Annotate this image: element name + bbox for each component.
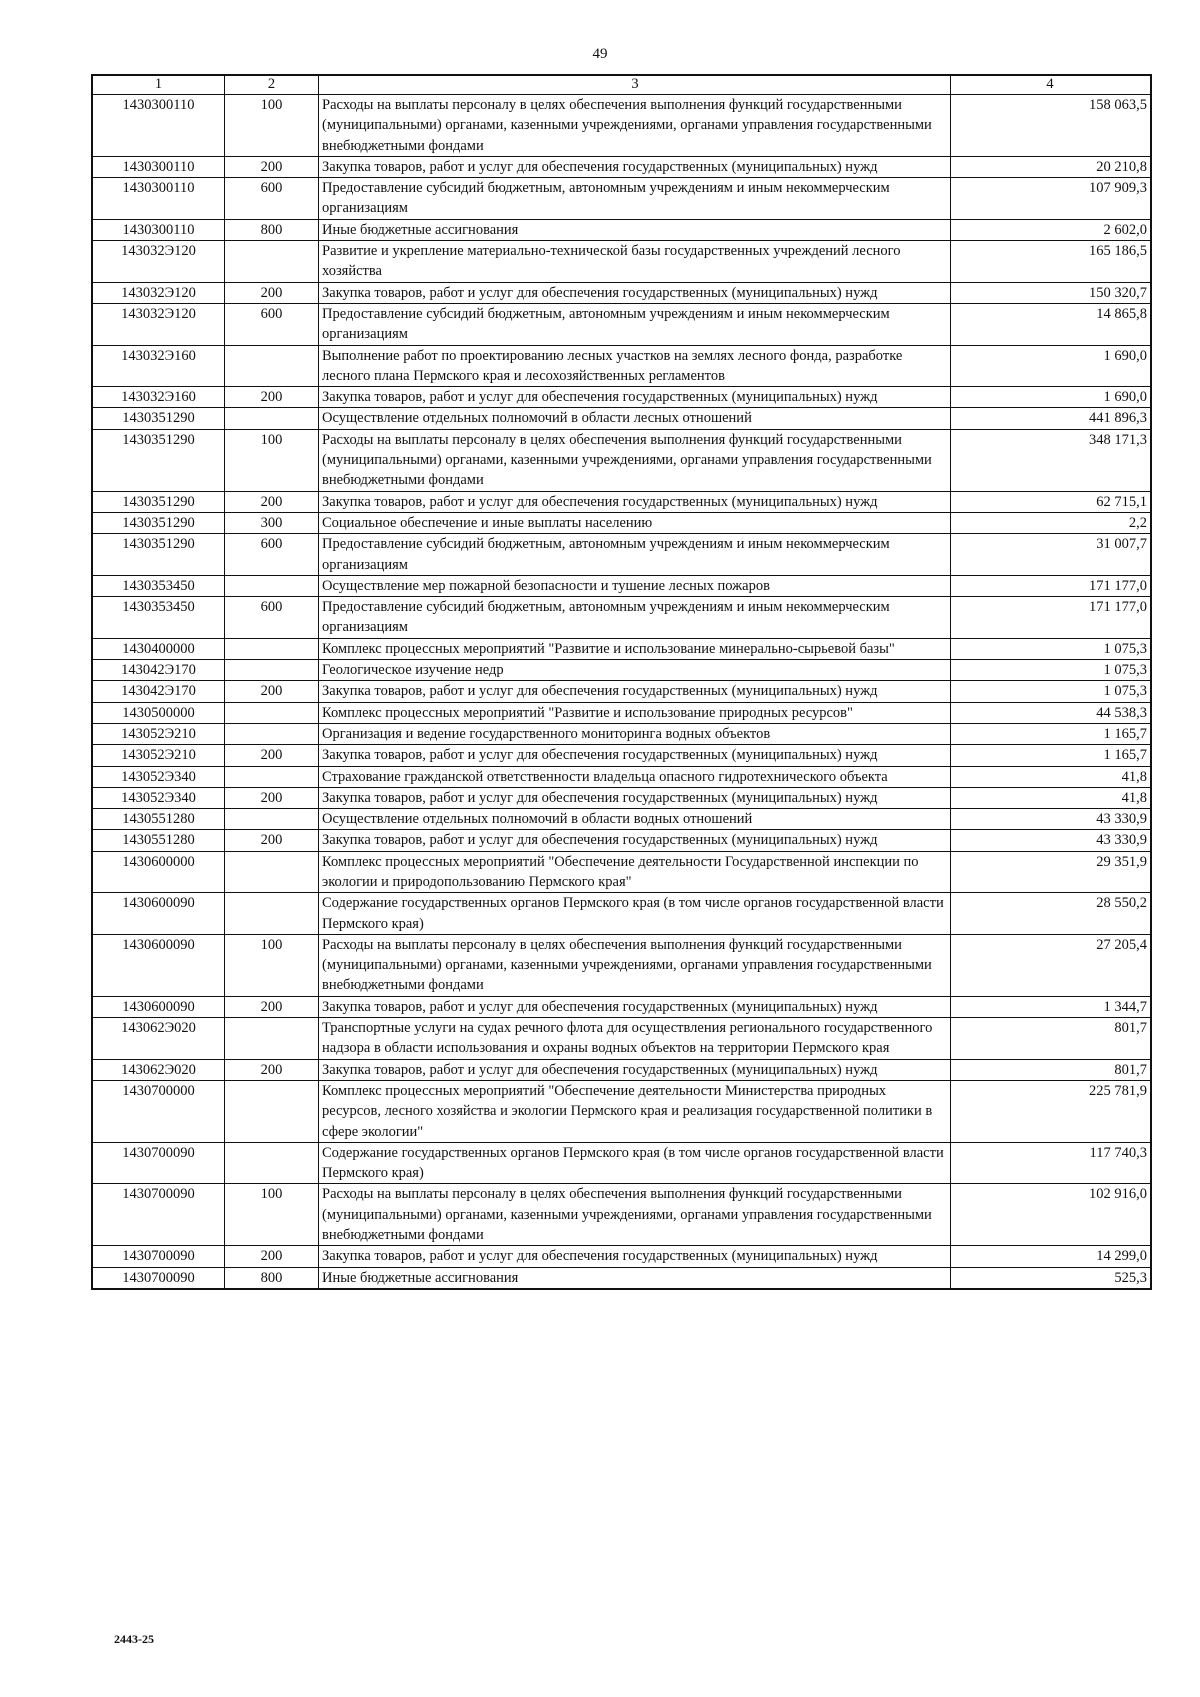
cell-target-code: 1430700090 <box>92 1184 225 1246</box>
cell-description: Геологическое изучение недр <box>319 660 951 681</box>
cell-target-code: 1430700090 <box>92 1267 225 1289</box>
cell-amount: 43 330,9 <box>951 830 1152 851</box>
cell-expense-type <box>225 809 319 830</box>
cell-amount: 171 177,0 <box>951 597 1152 639</box>
cell-amount: 1 344,7 <box>951 996 1152 1017</box>
table-row <box>92 156 1151 177</box>
cell-amount: 158 063,5 <box>951 95 1152 157</box>
cell-amount: 14 865,8 <box>951 303 1152 345</box>
cell-amount: 441 896,3 <box>951 408 1152 429</box>
cell-description: Комплекс процессных мероприятий "Обеспечение деятельности Министерства природных ресурсов, лесного хозяйства и экологии Пермского края и реализация государственной политики в сфере экологии" <box>319 1080 951 1142</box>
cell-target-code: 1430700090 <box>92 1246 225 1267</box>
cell-target-code: 143062Э020 <box>92 1018 225 1060</box>
cell-amount: 28 550,2 <box>951 893 1152 935</box>
cell-target-code: 1430600090 <box>92 996 225 1017</box>
cell-description: Осуществление отдельных полномочий в области водных отношений <box>319 809 951 830</box>
cell-target-code: 143032Э120 <box>92 241 225 283</box>
table-row <box>92 830 1151 851</box>
table-row <box>92 219 1151 240</box>
table-row <box>92 345 1151 387</box>
cell-expense-type: 200 <box>225 282 319 303</box>
cell-target-code: 1430600090 <box>92 893 225 935</box>
cell-target-code: 143042Э170 <box>92 660 225 681</box>
cell-expense-type: 300 <box>225 512 319 533</box>
cell-description: Закупка товаров, работ и услуг для обеспечения государственных (муниципальных) нужд <box>319 282 951 303</box>
cell-amount: 801,7 <box>951 1018 1152 1060</box>
cell-amount: 1 075,3 <box>951 681 1152 702</box>
cell-target-code: 143032Э120 <box>92 282 225 303</box>
cell-description: Комплекс процессных мероприятий "Обеспечение деятельности Государственной инспекции по экологии и природопользованию Пермского края" <box>319 851 951 893</box>
cell-description: Комплекс процессных мероприятий "Развитие и использование природных ресурсов" <box>319 702 951 723</box>
cell-description: Закупка товаров, работ и услуг для обеспечения государственных (муниципальных) нужд <box>319 787 951 808</box>
cell-description: Содержание государственных органов Пермского края (в том числе органов государственной власти Пермского края) <box>319 1142 951 1184</box>
cell-amount: 801,7 <box>951 1059 1152 1080</box>
cell-target-code: 1430351290 <box>92 534 225 576</box>
cell-target-code: 1430600000 <box>92 851 225 893</box>
cell-target-code: 143052Э340 <box>92 766 225 787</box>
table-row <box>92 766 1151 787</box>
cell-amount: 171 177,0 <box>951 575 1152 596</box>
cell-expense-type: 100 <box>225 429 319 491</box>
cell-amount: 1 690,0 <box>951 387 1152 408</box>
cell-target-code: 1430351290 <box>92 408 225 429</box>
cell-description: Иные бюджетные ассигнования <box>319 1267 951 1289</box>
cell-expense-type <box>225 1142 319 1184</box>
cell-expense-type: 200 <box>225 787 319 808</box>
cell-target-code: 1430400000 <box>92 638 225 659</box>
cell-description: Предоставление субсидий бюджетным, автономным учреждениям и иным некоммерческим организациям <box>319 534 951 576</box>
budget-table <box>91 74 1152 1290</box>
table-row <box>92 241 1151 283</box>
cell-amount: 348 171,3 <box>951 429 1152 491</box>
cell-target-code: 1430300110 <box>92 178 225 220</box>
table-row <box>92 178 1151 220</box>
cell-amount: 14 299,0 <box>951 1246 1152 1267</box>
cell-description: Закупка товаров, работ и услуг для обеспечения государственных (муниципальных) нужд <box>319 491 951 512</box>
cell-expense-type <box>225 893 319 935</box>
cell-amount: 107 909,3 <box>951 178 1152 220</box>
cell-expense-type: 100 <box>225 934 319 996</box>
table-row <box>92 95 1151 157</box>
table-row <box>92 534 1151 576</box>
cell-description: Предоставление субсидий бюджетным, автономным учреждениям и иным некоммерческим организациям <box>319 178 951 220</box>
cell-amount: 1 165,7 <box>951 745 1152 766</box>
cell-target-code: 1430351290 <box>92 429 225 491</box>
cell-amount: 2 602,0 <box>951 219 1152 240</box>
table-row <box>92 787 1151 808</box>
cell-target-code: 1430700000 <box>92 1080 225 1142</box>
cell-expense-type: 200 <box>225 681 319 702</box>
cell-description: Закупка товаров, работ и услуг для обеспечения государственных (муниципальных) нужд <box>319 745 951 766</box>
cell-expense-type: 200 <box>225 156 319 177</box>
cell-expense-type <box>225 702 319 723</box>
cell-expense-type <box>225 1080 319 1142</box>
cell-target-code: 1430300110 <box>92 219 225 240</box>
cell-target-code: 143062Э020 <box>92 1059 225 1080</box>
cell-target-code: 143032Э120 <box>92 303 225 345</box>
table-row <box>92 809 1151 830</box>
cell-expense-type <box>225 660 319 681</box>
cell-expense-type: 200 <box>225 491 319 512</box>
table-row <box>92 1246 1151 1267</box>
cell-expense-type: 100 <box>225 95 319 157</box>
cell-target-code: 143032Э160 <box>92 345 225 387</box>
cell-target-code: 143052Э340 <box>92 787 225 808</box>
cell-expense-type <box>225 851 319 893</box>
cell-amount: 1 165,7 <box>951 723 1152 744</box>
table-row <box>92 303 1151 345</box>
cell-target-code: 143052Э210 <box>92 745 225 766</box>
cell-target-code: 1430353450 <box>92 597 225 639</box>
cell-expense-type: 200 <box>225 1059 319 1080</box>
column-header-2: 2 <box>225 75 319 95</box>
cell-description: Расходы на выплаты персоналу в целях обеспечения выполнения функций государственными (муниципальными) органами, казенными учреждениями, органами управления государственными внебюджетными фондами <box>319 1184 951 1246</box>
cell-expense-type <box>225 766 319 787</box>
table-row <box>92 893 1151 935</box>
table-row <box>92 1142 1151 1184</box>
table-row <box>92 429 1151 491</box>
cell-amount: 2,2 <box>951 512 1152 533</box>
cell-expense-type: 100 <box>225 1184 319 1246</box>
cell-target-code: 1430300110 <box>92 95 225 157</box>
cell-expense-type: 600 <box>225 303 319 345</box>
cell-amount: 41,8 <box>951 766 1152 787</box>
cell-amount: 44 538,3 <box>951 702 1152 723</box>
cell-expense-type <box>225 638 319 659</box>
cell-description: Страхование гражданской ответственности владельца опасного гидротехнического объекта <box>319 766 951 787</box>
cell-target-code: 143042Э170 <box>92 681 225 702</box>
cell-expense-type <box>225 575 319 596</box>
cell-expense-type: 200 <box>225 996 319 1017</box>
cell-description: Закупка товаров, работ и услуг для обеспечения государственных (муниципальных) нужд <box>319 830 951 851</box>
table-row <box>92 387 1151 408</box>
cell-amount: 20 210,8 <box>951 156 1152 177</box>
cell-description: Расходы на выплаты персоналу в целях обеспечения выполнения функций государственными (муниципальными) органами, казенными учреждениями, органами управления государственными внебюджетными фондами <box>319 934 951 996</box>
cell-expense-type <box>225 345 319 387</box>
cell-amount: 27 205,4 <box>951 934 1152 996</box>
cell-amount: 102 916,0 <box>951 1184 1152 1246</box>
cell-description: Социальное обеспечение и иные выплаты населению <box>319 512 951 533</box>
cell-amount: 43 330,9 <box>951 809 1152 830</box>
table-row <box>92 491 1151 512</box>
table-row <box>92 638 1151 659</box>
cell-expense-type: 800 <box>225 1267 319 1289</box>
cell-description: Закупка товаров, работ и услуг для обеспечения государственных (муниципальных) нужд <box>319 1059 951 1080</box>
table-row <box>92 745 1151 766</box>
cell-expense-type: 200 <box>225 1246 319 1267</box>
cell-description: Закупка товаров, работ и услуг для обеспечения государственных (муниципальных) нужд <box>319 156 951 177</box>
cell-amount: 150 320,7 <box>951 282 1152 303</box>
cell-description: Закупка товаров, работ и услуг для обеспечения государственных (муниципальных) нужд <box>319 1246 951 1267</box>
cell-description: Комплекс процессных мероприятий "Развитие и использование минерально-сырьевой базы" <box>319 638 951 659</box>
table-row <box>92 408 1151 429</box>
cell-expense-type: 600 <box>225 178 319 220</box>
table-row <box>92 282 1151 303</box>
cell-description: Транспортные услуги на судах речного флота для осуществления регионального государственного надзора в области использования и охраны водных объектов на территории Пермского края <box>319 1018 951 1060</box>
cell-description: Содержание государственных органов Пермского края (в том числе органов государственной власти Пермского края) <box>319 893 951 935</box>
footer-document-code: 2443-25 <box>114 1632 154 1646</box>
table-row <box>92 996 1151 1017</box>
cell-amount: 117 740,3 <box>951 1142 1152 1184</box>
column-header-4: 4 <box>951 75 1152 95</box>
cell-expense-type: 200 <box>225 745 319 766</box>
page-number: 49 <box>592 46 608 62</box>
table-row <box>92 575 1151 596</box>
table-row <box>92 660 1151 681</box>
table-row <box>92 512 1151 533</box>
cell-description: Развитие и укрепление материально-технической базы государственных учреждений лесного хозяйства <box>319 241 951 283</box>
cell-expense-type: 200 <box>225 387 319 408</box>
cell-description: Закупка товаров, работ и услуг для обеспечения государственных (муниципальных) нужд <box>319 387 951 408</box>
table-row <box>92 1059 1151 1080</box>
table-row <box>92 934 1151 996</box>
table-row <box>92 1018 1151 1060</box>
cell-amount: 225 781,9 <box>951 1080 1152 1142</box>
cell-target-code: 143032Э160 <box>92 387 225 408</box>
cell-description: Расходы на выплаты персоналу в целях обеспечения выполнения функций государственными (муниципальными) органами, казенными учреждениями, органами управления государственными внебюджетными фондами <box>319 95 951 157</box>
cell-expense-type <box>225 241 319 283</box>
cell-target-code: 1430600090 <box>92 934 225 996</box>
cell-description: Предоставление субсидий бюджетным, автономным учреждениям и иным некоммерческим организациям <box>319 303 951 345</box>
table-row <box>92 851 1151 893</box>
table-row <box>92 723 1151 744</box>
table-header-row <box>92 75 1151 95</box>
cell-target-code: 1430700090 <box>92 1142 225 1184</box>
cell-amount: 1 690,0 <box>951 345 1152 387</box>
cell-description: Осуществление отдельных полномочий в области лесных отношений <box>319 408 951 429</box>
cell-description: Организация и ведение государственного мониторинга водных объектов <box>319 723 951 744</box>
cell-amount: 62 715,1 <box>951 491 1152 512</box>
cell-target-code: 1430500000 <box>92 702 225 723</box>
cell-expense-type <box>225 723 319 744</box>
cell-expense-type: 200 <box>225 830 319 851</box>
cell-target-code: 1430351290 <box>92 512 225 533</box>
table-row <box>92 681 1151 702</box>
cell-amount: 41,8 <box>951 787 1152 808</box>
table-row <box>92 1080 1151 1142</box>
cell-target-code: 143052Э210 <box>92 723 225 744</box>
cell-target-code: 1430300110 <box>92 156 225 177</box>
table-row <box>92 1184 1151 1246</box>
cell-description: Расходы на выплаты персоналу в целях обеспечения выполнения функций государственными (муниципальными) органами, казенными учреждениями, органами управления государственными внебюджетными фондами <box>319 429 951 491</box>
cell-amount: 1 075,3 <box>951 660 1152 681</box>
cell-expense-type: 800 <box>225 219 319 240</box>
cell-amount: 165 186,5 <box>951 241 1152 283</box>
table-body <box>92 95 1151 1289</box>
cell-description: Иные бюджетные ассигнования <box>319 219 951 240</box>
table-row <box>92 597 1151 639</box>
cell-amount: 29 351,9 <box>951 851 1152 893</box>
cell-amount: 525,3 <box>951 1267 1152 1289</box>
cell-description: Выполнение работ по проектированию лесных участков на землях лесного фонда, разработке лесного плана Пермского края и лесохозяйственных регламентов <box>319 345 951 387</box>
table-row <box>92 1267 1151 1289</box>
cell-target-code: 1430351290 <box>92 491 225 512</box>
cell-description: Закупка товаров, работ и услуг для обеспечения государственных (муниципальных) нужд <box>319 996 951 1017</box>
cell-description: Предоставление субсидий бюджетным, автономным учреждениям и иным некоммерческим организациям <box>319 597 951 639</box>
cell-target-code: 1430551280 <box>92 809 225 830</box>
cell-amount: 31 007,7 <box>951 534 1152 576</box>
cell-target-code: 1430353450 <box>92 575 225 596</box>
column-header-3: 3 <box>319 75 951 95</box>
cell-expense-type: 600 <box>225 534 319 576</box>
table-row <box>92 702 1151 723</box>
cell-description: Осуществление мер пожарной безопасности и тушение лесных пожаров <box>319 575 951 596</box>
cell-target-code: 1430551280 <box>92 830 225 851</box>
cell-expense-type <box>225 1018 319 1060</box>
column-header-1: 1 <box>92 75 225 95</box>
cell-expense-type: 600 <box>225 597 319 639</box>
cell-description: Закупка товаров, работ и услуг для обеспечения государственных (муниципальных) нужд <box>319 681 951 702</box>
cell-amount: 1 075,3 <box>951 638 1152 659</box>
cell-expense-type <box>225 408 319 429</box>
